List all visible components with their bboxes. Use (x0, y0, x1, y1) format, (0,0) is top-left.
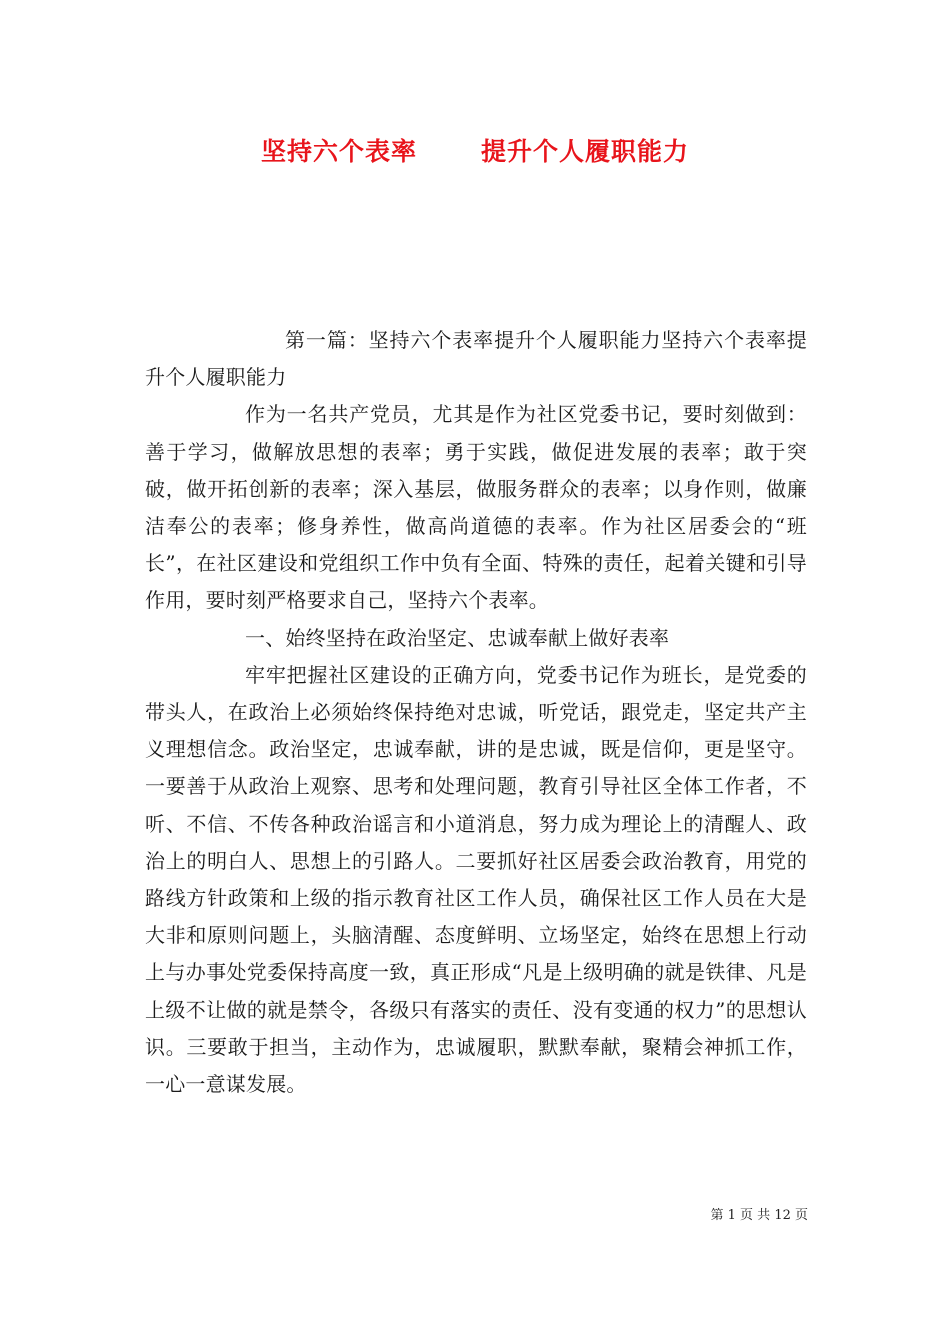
document-title (0, 132, 950, 168)
title-part-2: 提升个人履职能力 (481, 137, 690, 166)
paragraph-intro: 第一篇：坚持六个表率提升个人履职能力坚持六个表率提升个人履职能力 (145, 328, 807, 390)
document-body (145, 322, 807, 1103)
paragraph-section-1: 牢牢把握社区建设的正确方向，党委书记作为班长，是党委的带头人，在政治上必须始终保持绝对忠诚，听党话，跟党走，坚定共产主义理想信念。政治坚定，忠诚奉献，讲的是忠诚，既是信仰，更是坚守。一要善于从政治上观察、思考和处理问题，教育引导社区全体工作者，不听、不信、不传各种政治谣言和小道消息，努力成为理论上的清醒人、政治上的明白人、思想上的引路人。二要抓好社区居委会政治教育，用党的路线方针政策和上级的指示教育社区工作人员，确保社区工作人员在大是大非和原则问题上，头脑清醒、态度鲜明、立场坚定，始终在思想上行动上与办事处党委保持高度一致，真正形成“凡是上级明确的就是铁律、凡是上级不让做的就是禁令，各级只有落实的责任、没有变通的权力”的思想认识。三要敢于担当，主动作为，忠诚履职，默默奉献，聚精会神抓工作，一心一意谋发展。 (145, 662, 807, 1097)
page-number: 第 1 页 共 12 页 (710, 1208, 808, 1223)
paragraph-overview: 作为一名共产党员，尤其是作为社区党委书记，要时刻做到：善于学习，做解放思想的表率；勇于实践，做促进发展的表率；敢于突破，做开拓创新的表率；深入基层，做服务群众的表率；以身作则，做廉洁奉公的表率；修身养性，做高尚道德的表率。作为社区居委会的“班长”，在社区建设和党组织工作中负有全面、特殊的责任，起着关键和引导作用，要时刻严格要求自己，坚持六个表率。 (145, 402, 807, 613)
section-heading-1: 一、始终坚持在政治坚定、忠诚奉献上做好表率 (245, 625, 670, 650)
title-part-1: 坚持六个表率 (260, 137, 417, 166)
